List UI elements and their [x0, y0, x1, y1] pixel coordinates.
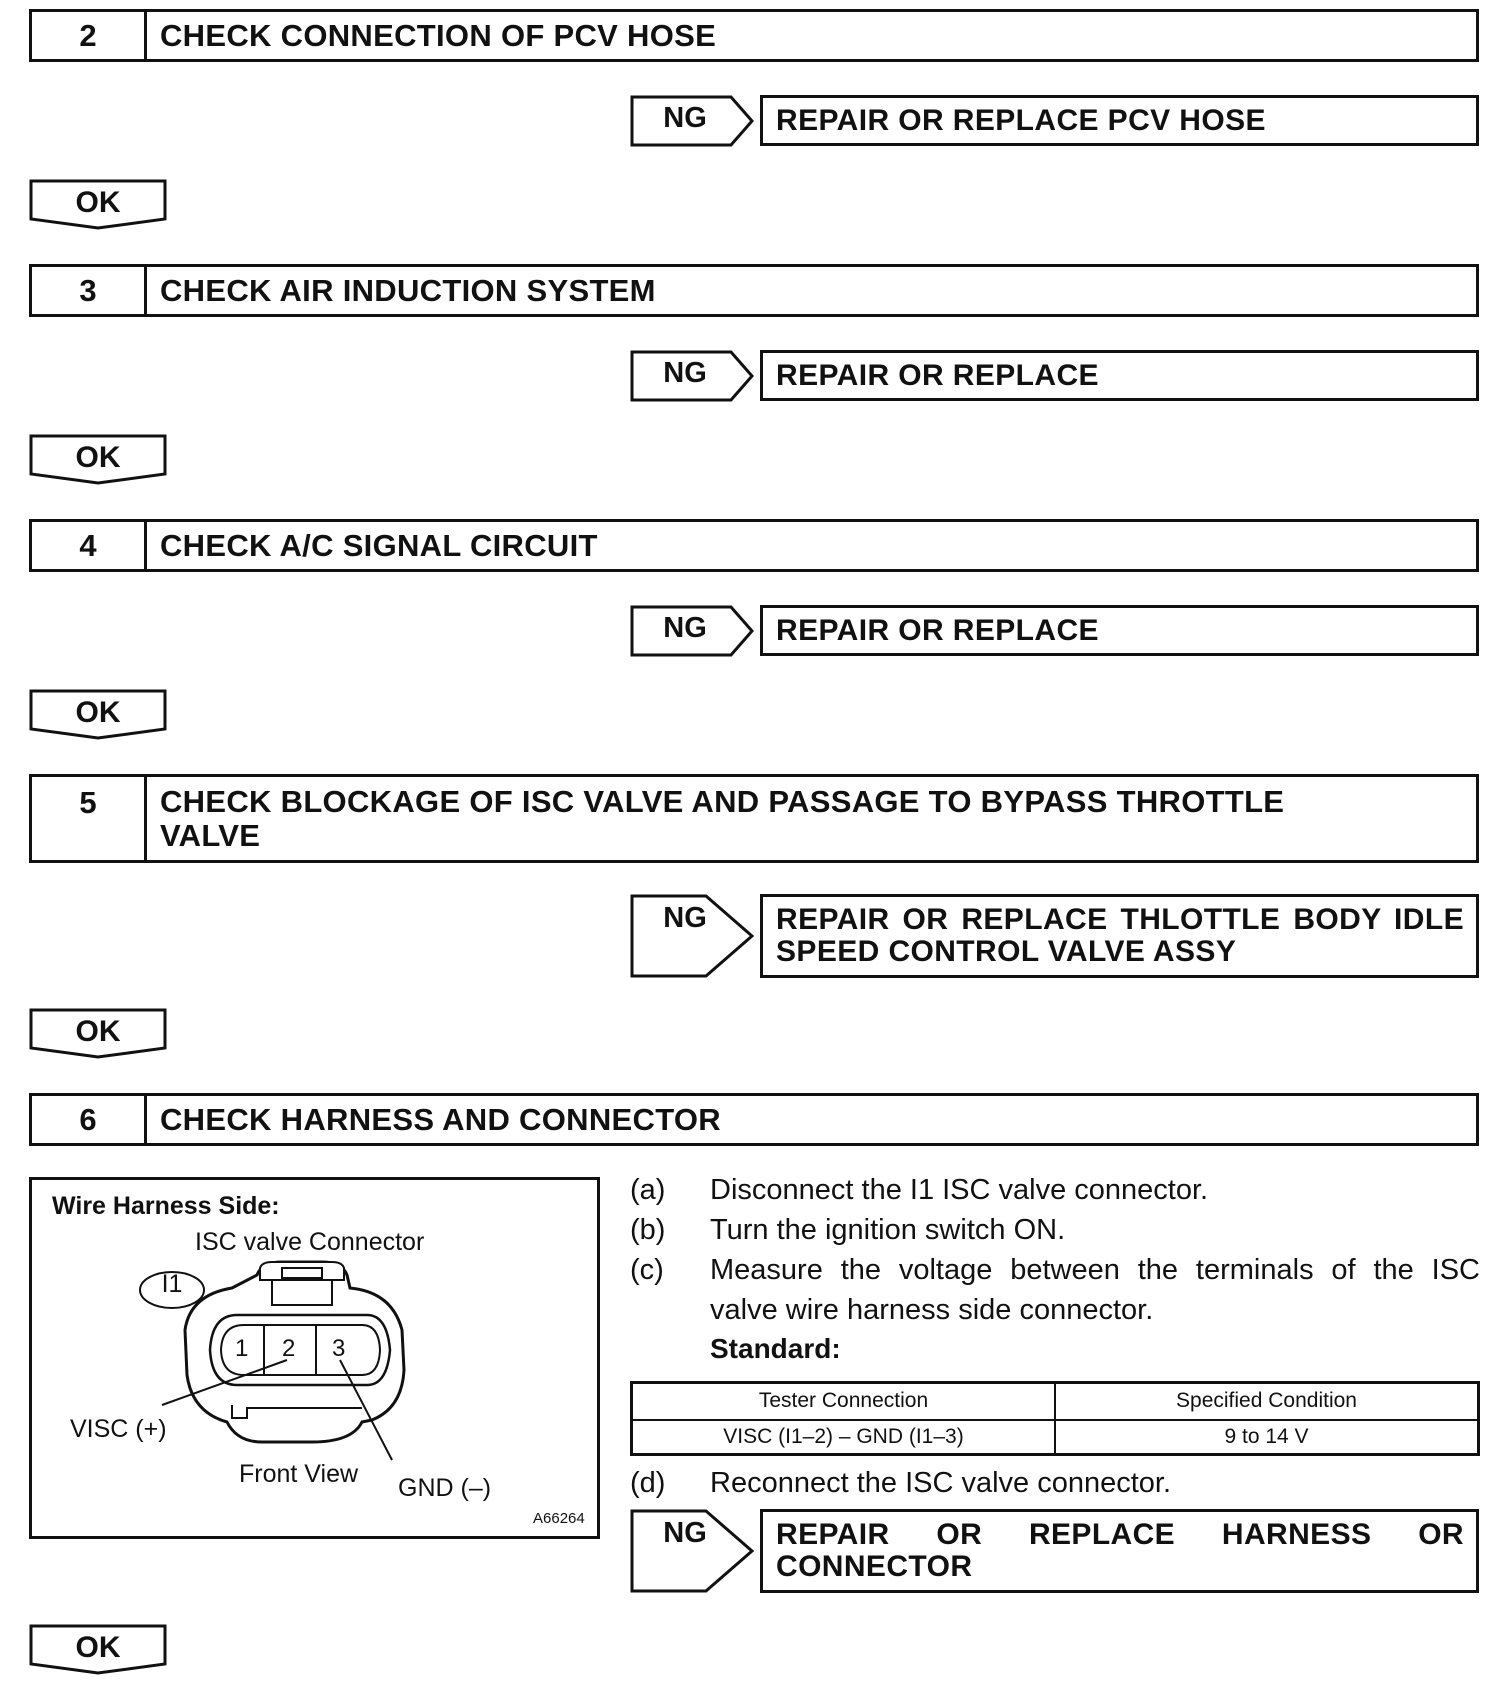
ng-action-line: SPEED CONTROL VALVE ASSY — [776, 935, 1237, 968]
instruction-c — [630, 1250, 1480, 1330]
ng-label: NG — [663, 902, 707, 934]
instruction-line: valve wire harness side connector. — [710, 1294, 1154, 1326]
pin-1-label: 1 — [235, 1335, 249, 1362]
ng-action — [776, 904, 1464, 968]
instruction-text: Reconnect the ISC valve connector. — [710, 1467, 1172, 1499]
spec-table — [630, 1381, 1480, 1456]
ng-result-box — [760, 605, 1479, 656]
ng-label: NG — [663, 102, 707, 134]
ng-action: REPAIR OR REPLACE — [776, 613, 1099, 647]
ok-label: OK — [75, 1015, 121, 1048]
ok-label: OK — [75, 696, 121, 729]
ng-action: REPAIR OR REPLACE PCV HOSE — [776, 103, 1266, 137]
instruction-label: (a) — [630, 1174, 666, 1206]
step-4-header — [29, 519, 1479, 572]
step-number: 2 — [32, 12, 147, 59]
ng-result-box — [760, 350, 1479, 401]
step-title: CHECK AIR INDUCTION SYSTEM — [160, 272, 656, 308]
instruction-text: Disconnect the I1 ISC valve connector. — [710, 1174, 1209, 1206]
table-cell: VISC (I1–2) – GND (I1–3) — [632, 1420, 1056, 1455]
connector-diagram — [29, 1177, 600, 1539]
step-number: 4 — [32, 522, 147, 569]
standard-label: Standard: — [710, 1333, 841, 1364]
step-3-header — [29, 264, 1479, 317]
visc-label: VISC (+) — [70, 1415, 167, 1443]
instruction-label: (b) — [630, 1214, 666, 1246]
ng-action-line: REPAIR OR REPLACE THLOTTLE BODY IDLE — [776, 903, 1464, 936]
ng-result-box — [760, 1509, 1479, 1593]
ok-label: OK — [75, 1631, 121, 1664]
step-number: 3 — [32, 267, 147, 314]
step-number: 6 — [32, 1096, 147, 1143]
instruction-label: (d) — [630, 1467, 666, 1499]
step-title: CHECK A/C SIGNAL CIRCUIT — [160, 527, 598, 563]
table-header: Specified Condition — [1055, 1383, 1479, 1420]
connector-name: ISC valve Connector — [195, 1228, 425, 1256]
step-title: CHECK CONNECTION OF PCV HOSE — [160, 17, 717, 53]
step-title-line: VALVE — [160, 817, 261, 853]
figure-id: A66264 — [533, 1510, 585, 1527]
ng-action: REPAIR OR REPLACE — [776, 358, 1099, 392]
table-header: Tester Connection — [632, 1383, 1056, 1420]
ng-action-line: CONNECTOR — [776, 1550, 973, 1583]
instruction-text — [710, 1250, 1480, 1330]
instruction-a — [630, 1170, 1480, 1210]
front-view-label: Front View — [239, 1460, 359, 1488]
pin-3-label: 3 — [332, 1335, 346, 1362]
step-number: 5 — [32, 777, 147, 860]
ng-label: NG — [663, 1517, 707, 1549]
ng-action — [776, 1519, 1464, 1583]
table-cell: 9 to 14 V — [1055, 1420, 1479, 1455]
instruction-d — [630, 1463, 1480, 1503]
instruction-text: Turn the ignition switch ON. — [710, 1214, 1066, 1246]
instruction-line: Measure the voltage between the terminals of the ISC — [710, 1254, 1480, 1286]
ng-result-box — [760, 894, 1479, 978]
step-6-header — [29, 1093, 1479, 1146]
ng-result-box — [760, 95, 1479, 146]
step-title: CHECK HARNESS AND CONNECTOR — [160, 1101, 721, 1137]
diagram-heading: Wire Harness Side: — [52, 1192, 280, 1220]
ok-label: OK — [75, 441, 121, 474]
instruction-b — [630, 1210, 1480, 1250]
step-title — [160, 785, 1468, 853]
step-2-header — [29, 9, 1479, 62]
step-title-line: CHECK BLOCKAGE OF ISC VALVE AND PASSAGE TO BYPASS THROTTLE — [160, 783, 1285, 819]
ng-label: NG — [663, 357, 707, 389]
ng-label: NG — [663, 612, 707, 644]
step-5-header — [29, 774, 1479, 863]
instruction-label: (c) — [630, 1254, 664, 1286]
connector-code: I1 — [161, 1270, 183, 1298]
gnd-label: GND (–) — [398, 1474, 492, 1502]
pin-2-label: 2 — [282, 1335, 296, 1362]
ok-label: OK — [75, 186, 121, 219]
ng-action-line: REPAIR OR REPLACE HARNESS OR — [776, 1518, 1464, 1551]
